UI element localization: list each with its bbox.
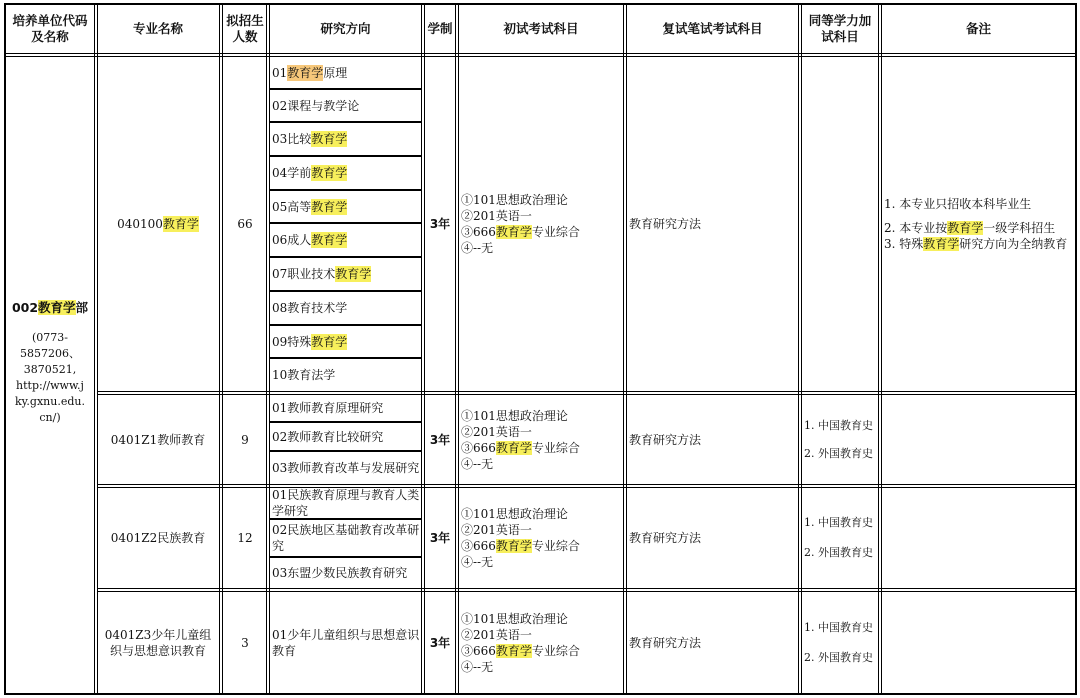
direction-item <box>272 592 420 693</box>
major-name-text: 0401Z1教师教育 <box>110 432 206 447</box>
header-duration <box>426 6 454 52</box>
remark-prefix: 3. 特殊 <box>884 237 924 251</box>
major-duration-text: 3年 <box>429 635 451 650</box>
prelim-code: ③666 <box>461 440 496 455</box>
prelim-subjects <box>461 488 621 588</box>
major-name <box>99 592 217 693</box>
prelim-line: ②201英语一 <box>461 209 532 223</box>
header-extra-text: 同等学力加试科目 <box>808 13 872 44</box>
prelim-line: ②201英语一 <box>461 424 532 439</box>
extra-line: 1. 中国教育史 <box>804 516 873 529</box>
header-unit <box>8 6 92 52</box>
unit-contact-line: 5857206、 <box>20 347 80 360</box>
direction-text: 03教师教育改革与发展研究 <box>272 461 420 475</box>
direction-prefix: 05高等 <box>272 199 312 214</box>
extra-subjects <box>804 592 877 693</box>
direction-highlight: 教育学 <box>287 65 324 80</box>
unit-code: 002 <box>11 300 39 315</box>
prelim-line: ④--无 <box>461 241 494 255</box>
header-direction-text: 研究方向 <box>320 21 371 36</box>
major-quota-text: 9 <box>241 432 249 447</box>
retest-subject-text: 教育研究方法 <box>629 432 702 447</box>
header-unit-text: 培养单位代码及名称 <box>12 13 88 44</box>
direction-item <box>272 191 420 222</box>
major-name <box>99 488 217 588</box>
unit-contact-line: cn/) <box>39 411 61 424</box>
direction-item <box>272 292 420 324</box>
direction-item <box>272 90 420 121</box>
direction-prefix: 02课程与教学论 <box>272 98 360 113</box>
major-quota <box>225 488 265 588</box>
direction-item <box>272 157 420 189</box>
header-divider <box>4 53 1077 54</box>
direction-text: 01教师教育原理研究 <box>272 401 384 415</box>
major-quota <box>225 58 265 390</box>
header-quota-text: 拟招生人数 <box>226 13 264 44</box>
remarks-cell <box>884 58 1074 390</box>
unit-contact-line: ky.gxnu.edu. <box>15 395 85 408</box>
major-quota-text: 12 <box>237 531 253 545</box>
prelim-highlight: 教育学 <box>495 440 532 455</box>
direction-prefix: 01 <box>272 65 288 80</box>
row-divider <box>97 588 1077 589</box>
prelim-subjects <box>461 592 621 693</box>
major-quota-text: 3 <box>241 635 249 650</box>
major-duration-text: 3年 <box>429 217 451 231</box>
direction-item <box>272 326 420 357</box>
retest-subject-text: 教育研究方法 <box>629 635 702 650</box>
extra-subjects <box>804 395 877 484</box>
header-quota <box>225 6 265 52</box>
unit-name <box>12 300 88 316</box>
column-divider <box>94 3 95 695</box>
direction-item <box>272 57 420 88</box>
prelim-line: ④--无 <box>461 659 494 674</box>
prelim-line: ②201英语一 <box>461 523 532 537</box>
remark-suffix: 研究方向为全纳教育 <box>959 237 1068 251</box>
direction-highlight: 教育学 <box>311 334 348 349</box>
header-retest-text: 复试笔试考试科目 <box>662 21 763 36</box>
header-extra <box>803 6 877 52</box>
header-major-text: 专业名称 <box>132 21 183 36</box>
major-duration-text: 3年 <box>429 531 451 545</box>
direction-text: 01民族教育原理与教育人类学研究 <box>272 488 420 518</box>
direction-item <box>272 423 420 450</box>
header-remarks-text: 备注 <box>965 21 991 36</box>
prelim-line: ①101思想政治理论 <box>461 611 568 626</box>
retest-subject <box>629 395 797 484</box>
prelim-suffix: 专业综合 <box>531 539 580 553</box>
prelim-line <box>461 224 580 240</box>
direction-highlight: 教育学 <box>311 166 348 180</box>
major-name-text: 0401Z3少年儿童组织与思想意识教育 <box>104 627 212 658</box>
prelim-highlight: 教育学 <box>495 539 532 553</box>
retest-subject-text: 教育研究方法 <box>629 217 702 231</box>
direction-item <box>272 359 420 391</box>
prelim-suffix: 专业综合 <box>531 225 580 239</box>
header-remarks <box>883 6 1074 52</box>
prelim-highlight: 教育学 <box>495 225 532 239</box>
remark-highlight: 教育学 <box>923 237 960 251</box>
prelim-line: ①101思想政治理论 <box>461 507 568 521</box>
direction-highlight: 教育学 <box>335 267 372 281</box>
row-divider <box>97 391 1077 392</box>
direction-text: 01少年儿童组织与思想意识教育 <box>272 627 420 658</box>
direction-prefix: 07职业技术 <box>272 267 336 281</box>
direction-text: 02教师教育比较研究 <box>272 429 384 444</box>
direction-item <box>272 488 420 518</box>
direction-item <box>272 395 420 421</box>
major-code: 040100 <box>117 217 163 231</box>
major-duration <box>426 488 454 588</box>
direction-text: 02民族地区基础教育改革研究 <box>272 523 420 553</box>
remark-line <box>884 236 1067 252</box>
extra-line: 2. 外国教育史 <box>804 446 873 460</box>
retest-subject <box>629 592 797 693</box>
prelim-line: ①101思想政治理论 <box>461 408 568 423</box>
major-duration <box>426 58 454 390</box>
retest-subject-text: 教育研究方法 <box>629 531 702 545</box>
direction-item <box>272 258 420 290</box>
major-name-text: 0401Z2民族教育 <box>110 531 206 545</box>
direction-prefix: 04学前 <box>272 166 312 180</box>
direction-suffix: 原理 <box>323 65 348 80</box>
unit-cell <box>8 300 92 460</box>
header-divider <box>4 56 1077 57</box>
header-retest <box>628 6 797 52</box>
prelim-line: ②201英语一 <box>461 627 532 642</box>
retest-subject <box>629 488 797 588</box>
prelim-code: ③666 <box>461 643 496 658</box>
direction-prefix: 10教育法学 <box>272 368 336 382</box>
prelim-line <box>461 643 580 659</box>
major-quota-text: 66 <box>237 217 253 231</box>
prelim-line: ④--无 <box>461 456 494 471</box>
header-prelim <box>460 6 622 52</box>
prelim-line <box>461 440 580 456</box>
major-name-highlight: 教育学 <box>162 217 199 231</box>
major-quota <box>225 592 265 693</box>
prelim-code: ③666 <box>461 539 496 553</box>
header-duration-text: 学制 <box>427 21 453 36</box>
direction-prefix: 09特殊 <box>272 334 312 349</box>
extra-line: 2. 外国教育史 <box>804 546 873 559</box>
unit-contact-line: http://www.j <box>16 379 84 392</box>
retest-subject <box>629 58 797 390</box>
remark-suffix: 一级学科招生 <box>983 221 1056 235</box>
prelim-line: ①101思想政治理论 <box>461 193 568 207</box>
header-direction <box>271 6 420 52</box>
unit-contact-line: 3870521, <box>23 363 77 376</box>
direction-highlight: 教育学 <box>311 199 348 214</box>
header-major <box>99 6 217 52</box>
extra-line: 2. 外国教育史 <box>804 650 873 664</box>
direction-item <box>272 452 420 484</box>
table-border <box>4 693 1077 695</box>
direction-highlight: 教育学 <box>311 233 348 247</box>
prelim-suffix: 专业综合 <box>531 643 580 658</box>
prelim-suffix: 专业综合 <box>531 440 580 455</box>
direction-item <box>272 558 420 588</box>
unit-name-tail: 部 <box>75 300 89 315</box>
remark-highlight: 教育学 <box>947 221 984 235</box>
remark-prefix: 2. 本专业按 <box>884 221 948 235</box>
direction-item <box>272 224 420 256</box>
direction-highlight: 教育学 <box>311 132 348 146</box>
prelim-highlight: 教育学 <box>495 643 532 658</box>
major-duration <box>426 592 454 693</box>
remark-line <box>884 220 1067 236</box>
unit-contact-line: (0773- <box>31 331 68 344</box>
prelim-subjects <box>461 395 621 484</box>
direction-item <box>272 123 420 155</box>
direction-prefix: 03比较 <box>272 132 312 146</box>
unit-name-highlight: 教育学 <box>38 300 76 315</box>
major-name <box>99 395 217 484</box>
direction-item <box>272 520 420 556</box>
table-border <box>4 3 6 695</box>
prelim-subjects <box>461 58 621 390</box>
header-prelim-text: 初试考试科目 <box>503 21 579 36</box>
remark-line: 1. 本专业只招收本科毕业生 <box>884 197 1032 211</box>
direction-prefix: 06成人 <box>272 233 312 247</box>
extra-line: 1. 中国教育史 <box>804 418 873 432</box>
prelim-line: ④--无 <box>461 555 494 569</box>
row-divider <box>97 484 1077 485</box>
major-duration <box>426 395 454 484</box>
table-border <box>4 3 1077 5</box>
extra-subjects <box>804 488 877 588</box>
major-duration-text: 3年 <box>429 432 451 447</box>
extra-line: 1. 中国教育史 <box>804 620 873 634</box>
prelim-code: ③666 <box>461 225 496 239</box>
direction-prefix: 08教育技术学 <box>272 301 348 315</box>
major-name <box>99 58 217 390</box>
prelim-line <box>461 538 580 554</box>
direction-text: 03东盟少数民族教育研究 <box>272 566 408 580</box>
major-quota <box>225 395 265 484</box>
